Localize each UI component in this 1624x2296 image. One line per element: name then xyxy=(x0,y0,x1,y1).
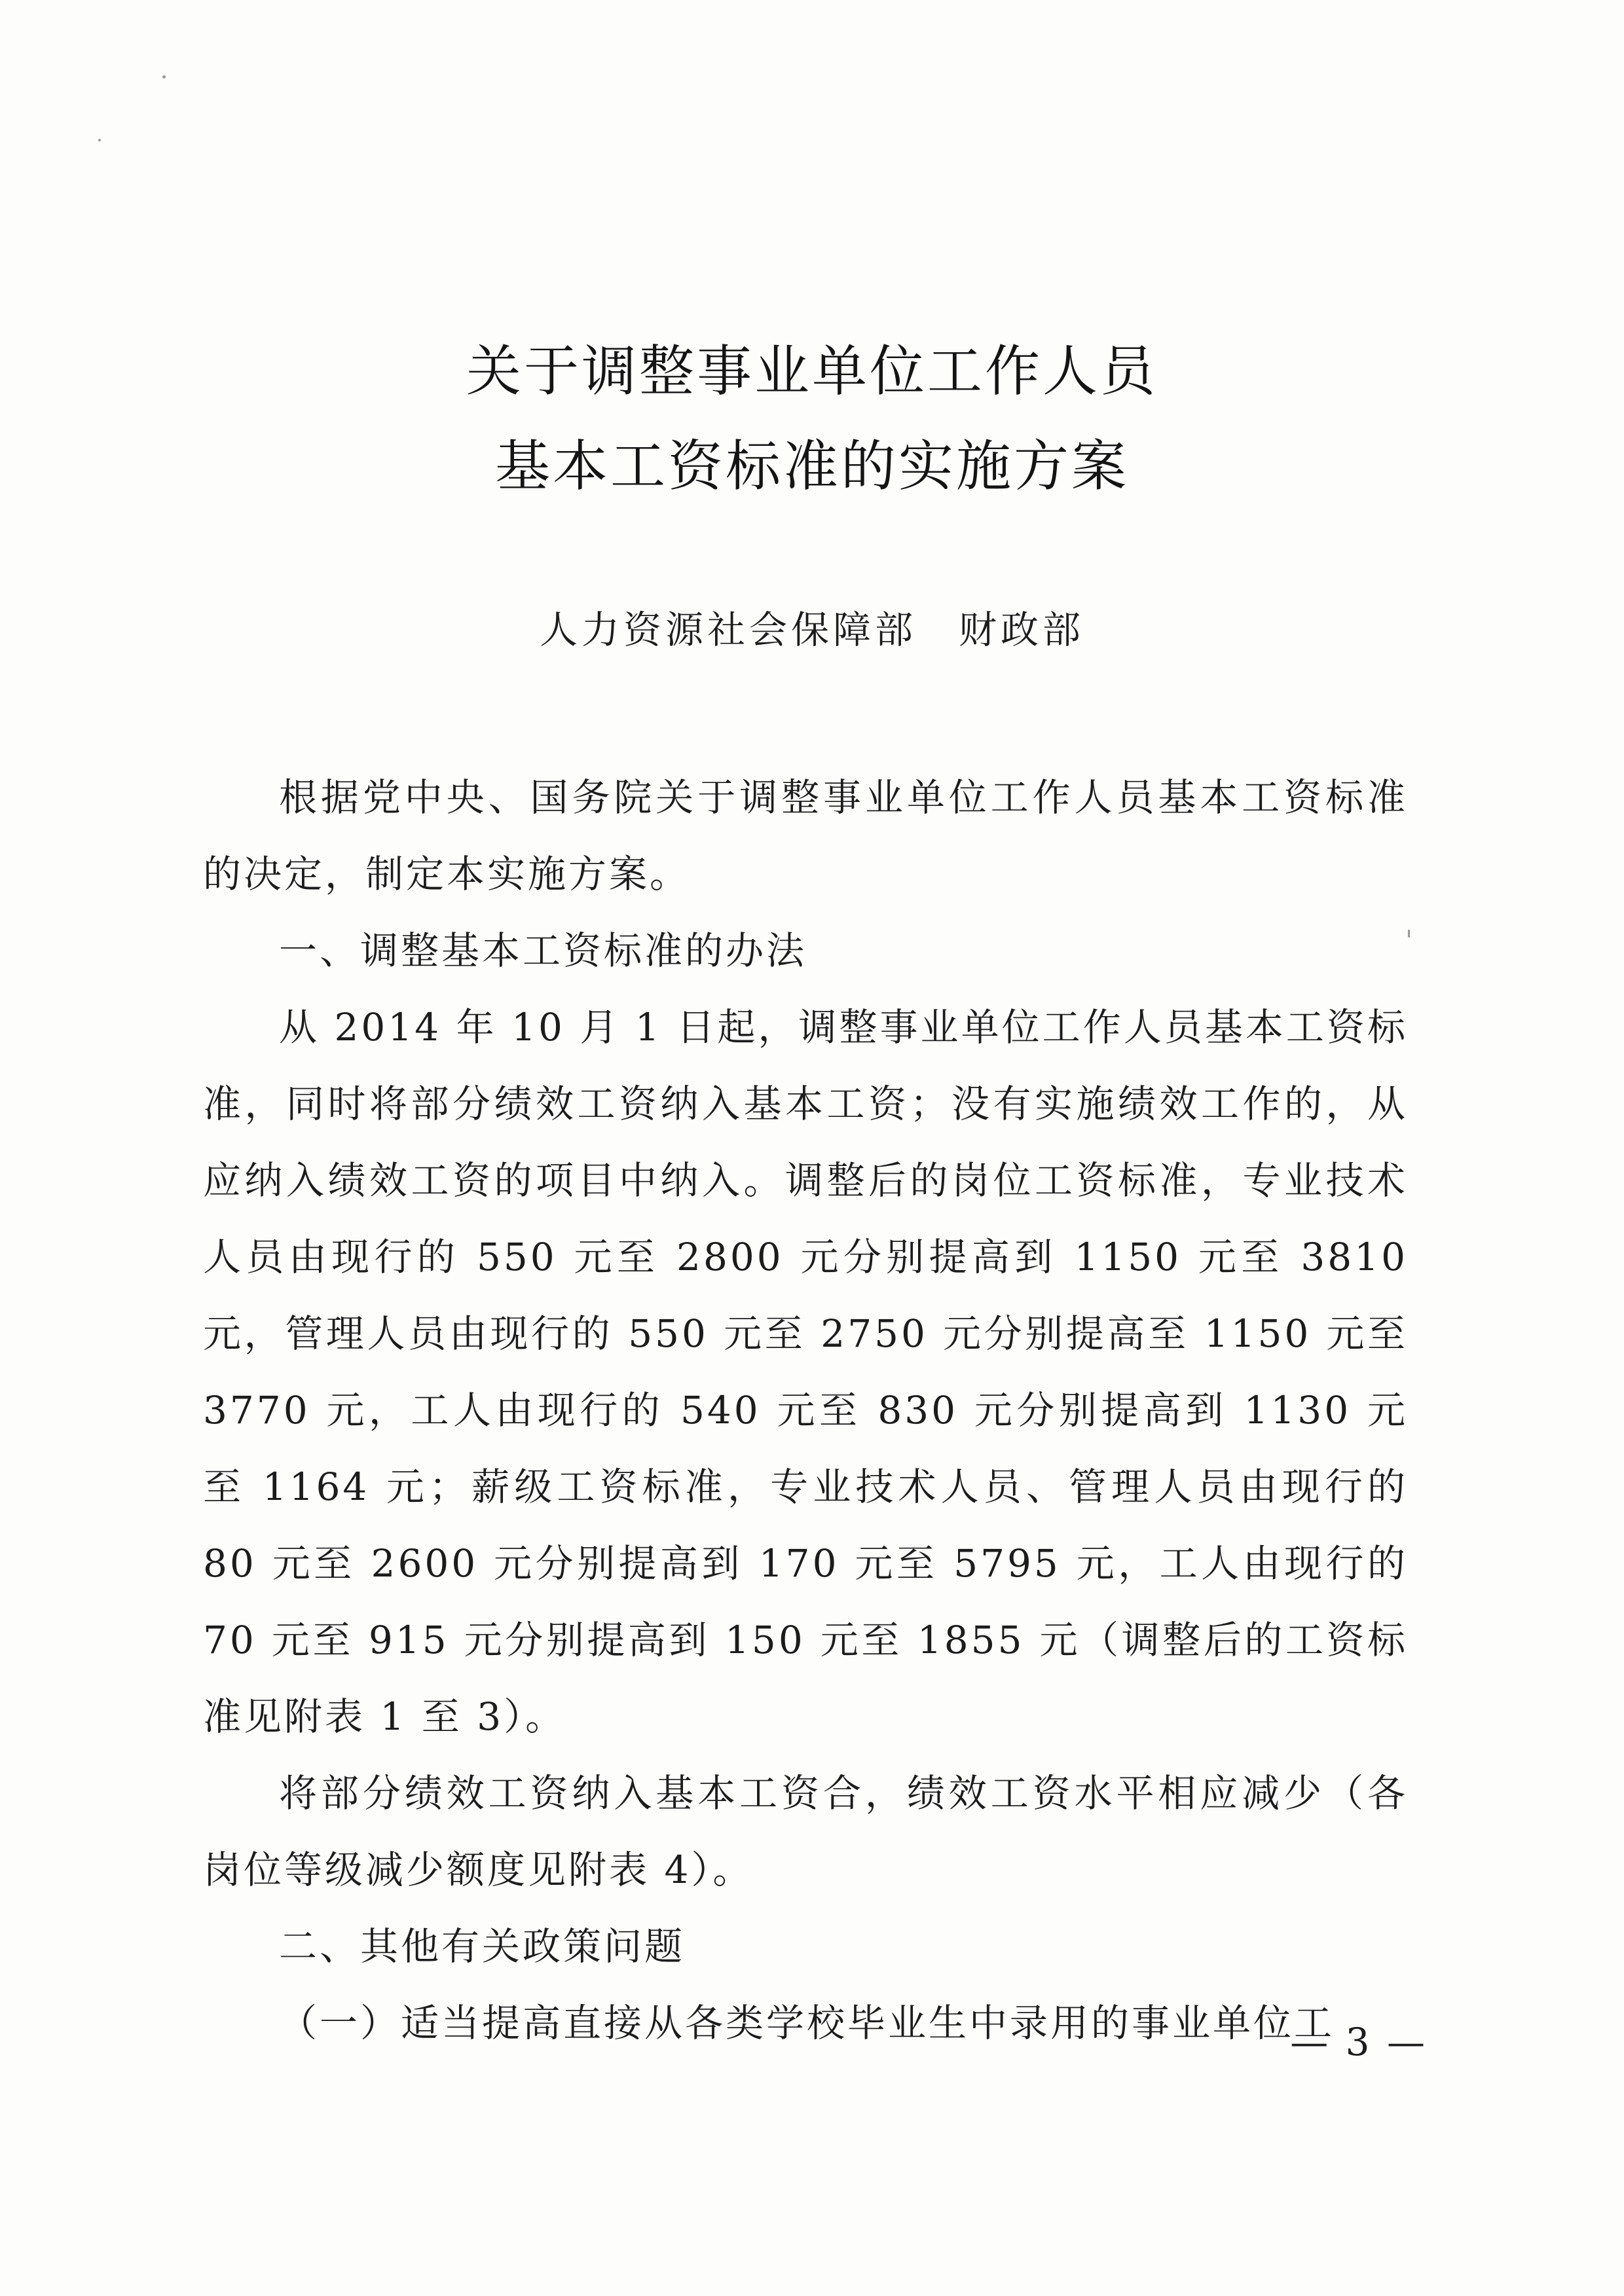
section-heading-1: 一、调整基本工资标准的办法 xyxy=(279,928,807,973)
document-title-line-1: 关于调整事业单位工作人员 xyxy=(466,339,1158,403)
section-heading-2: 二、其他有关政策问题 xyxy=(279,1924,686,1969)
scan-speck xyxy=(1408,930,1410,938)
paragraph-intro: 根据党中央、国务院关于调整事业单位工作人员基本工资标准的决定，制定本实施方案。 xyxy=(203,775,1408,896)
paragraph-adjustment: 从 2014 年 10 月 1 日起，调整事业单位工作人员基本工资标准，同时将部分绩效工资纳入基本工资；没有实施绩效工作的，从应纳入绩效工资的项目中纳入。调整后的岗位工资标准，专业技术人员由现行的 550 元至 2800 元分别提高到 1150 元至 3810 元，管理人员由现行的 550 元至 2750 元分别提高至 1150 元至 3770 元，工人由现行的 540 元至 830 元分别提高到 1130 元至 1164 元；薪级工资标准，专业技术人员、管理人员由现行的 80 元至 2600 元分别提高到 170 元至 5795 元，工人由现行的 70 元至 915 元分别提高到 150 元至 1855 元（调整后的工资标准见附表 1 至 3）。 xyxy=(203,1005,1408,1739)
paragraph-subsection-1: （一）适当提高直接从各类学校毕业生中录用的事业单位工 xyxy=(279,2001,1335,2045)
document-title-line-2: 基本工资标准的实施方案 xyxy=(494,434,1129,498)
paragraph-performance: 将部分绩效工资纳入基本工资合，绩效工资水平相应减少（各岗位等级减少额度见附表 4）。 xyxy=(203,1771,1408,1892)
page-number: — 3 — xyxy=(1290,2020,1428,2064)
issuing-departments: 人力资源社会保障部 财政部 xyxy=(539,608,1084,652)
document-body xyxy=(203,759,1408,2062)
scan-speck xyxy=(162,75,166,79)
scan-speck xyxy=(98,139,101,141)
